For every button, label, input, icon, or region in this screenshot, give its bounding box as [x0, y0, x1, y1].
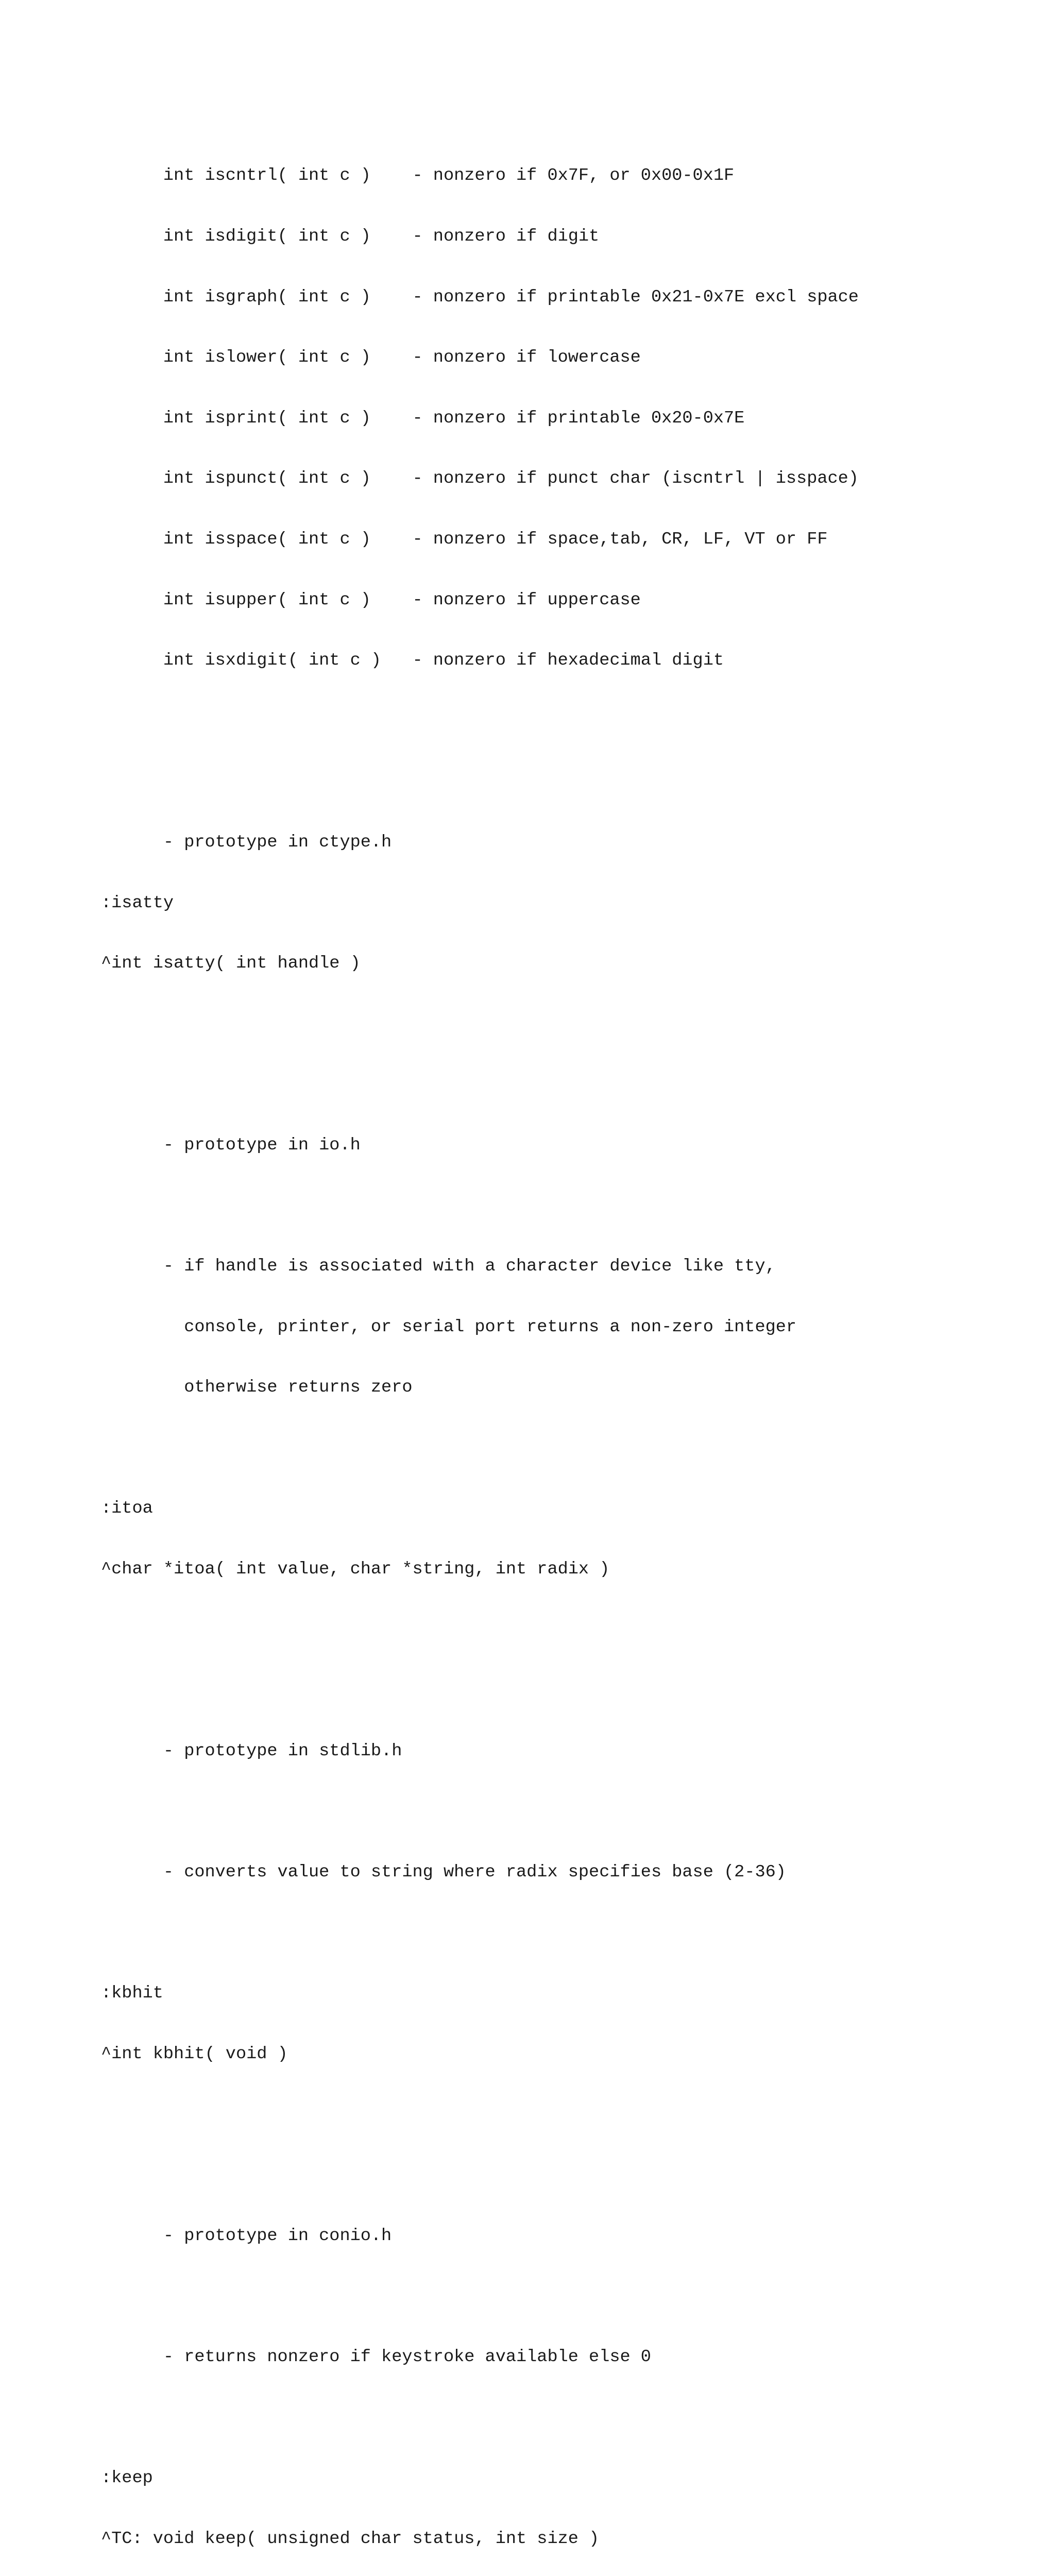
blank-line: [101, 1923, 1028, 1943]
text-line: int islower( int c ) - nonzero if lowercase: [101, 348, 641, 368]
text-line: - prototype in io.h: [101, 1135, 361, 1155]
blank-line: [101, 2286, 1028, 2307]
blank-line: [101, 2408, 1028, 2428]
topic-heading: :itoa: [101, 1499, 153, 1519]
text-line: - converts value to string where radix specifies base (2-36): [101, 1862, 786, 1883]
blank-line: [101, 772, 1028, 792]
text-line: int isspace( int c ) - nonzero if space,tab, CR, LF, VT or FF: [101, 529, 828, 549]
function-signature: ^char *itoa( int value, char *string, int radix ): [101, 1560, 610, 1580]
blank-line: [101, 1075, 1028, 1095]
function-signature: ^int isatty( int handle ): [101, 954, 361, 974]
blank-line: [101, 1438, 1028, 1459]
blank-line: [101, 2105, 1028, 2125]
blank-line: [101, 1681, 1028, 1701]
blank-line: [101, 1014, 1028, 1035]
text-line: int ispunct( int c ) - nonzero if punct char (iscntrl | isspace): [101, 469, 859, 489]
text-line: int iscntrl( int c ) - nonzero if 0x7F, or 0x00-0x1F: [101, 166, 735, 186]
text-line: - prototype in conio.h: [101, 2226, 392, 2246]
blank-line: [101, 2165, 1028, 2185]
text-line: int isdigit( int c ) - nonzero if digit: [101, 227, 600, 246]
topic-heading: :kbhit: [101, 1984, 163, 2004]
function-signature: ^TC: void keep( unsigned char status, int size ): [101, 2529, 600, 2549]
text-line: int isprint( int c ) - nonzero if printable 0x20-0x7E: [101, 408, 745, 428]
blank-line: [101, 711, 1028, 732]
blank-line: [101, 1196, 1028, 1216]
function-signature: ^int kbhit( void ): [101, 2044, 288, 2064]
text-line: int isupper( int c ) - nonzero if uppercase: [101, 590, 641, 610]
text-line: - returns nonzero if keystroke available else 0: [101, 2347, 651, 2367]
text-line: console, printer, or serial port returns a non-zero integer: [101, 1317, 797, 1337]
text-line: - prototype in ctype.h: [101, 832, 392, 852]
blank-line: [101, 1620, 1028, 1640]
blank-line: [101, 1802, 1028, 1822]
text-line: otherwise returns zero: [101, 1378, 413, 1398]
topic-heading: :isatty: [101, 893, 174, 913]
text-line: - if handle is associated with a character device like tty,: [101, 1257, 776, 1277]
topic-heading: :keep: [101, 2468, 153, 2488]
text-line: int isxdigit( int c ) - nonzero if hexadecimal digit: [101, 651, 724, 671]
text-line: int isgraph( int c ) - nonzero if printable 0x21-0x7E excl space: [101, 287, 859, 307]
document-text: [101, 126, 1028, 2576]
text-line: - prototype in stdlib.h: [101, 1741, 402, 1761]
